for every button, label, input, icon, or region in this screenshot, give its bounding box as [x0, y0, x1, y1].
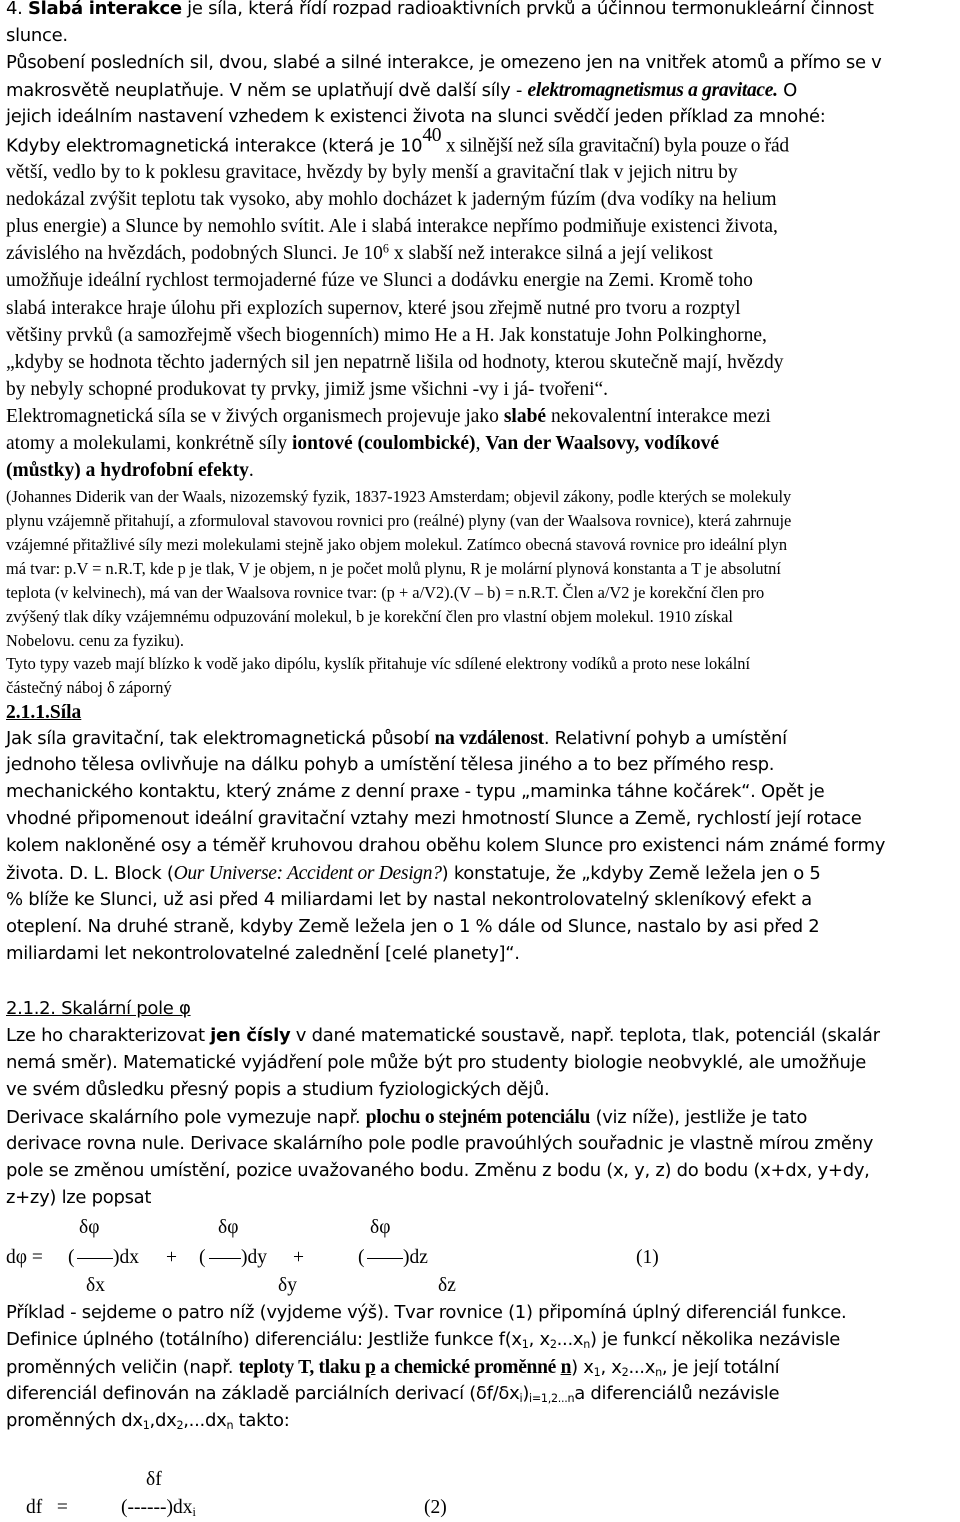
eq1-close-3: )dz	[403, 1247, 428, 1268]
paragraph-line: vhodné připomenout ideální gravitační vztahy mezi hmotností Slunce a Země, rychlostí její rotace	[6, 808, 862, 829]
paragraph-line: kolem nakloněné osy a téměř kruhovou drahou oběhu kolem Slunce pro existenci nám známé formy	[6, 835, 886, 856]
footnote-line: Nobelovu. cenu za fyziku).	[6, 631, 184, 650]
paragraph-line: pole se změnou umístění, pozice uvažovaného bodu. Změnu z bodu (x, y, z) do bodu (x+dx, y+dy,	[6, 1160, 870, 1181]
paragraph-line: Derivace skalárního pole vymezuje např. plochu o stejném potenciálu (viz níže), jestliže je tato	[6, 1107, 808, 1128]
eq2-rhs: $(------)dx_i$	[121, 1497, 196, 1520]
section-4-line-2: slunce.	[6, 25, 68, 46]
paragraph-line: plus energie) a Slunce by nemohlo svítit. Ale i slabá interakce nepřímo podmiňuje existenci života,	[6, 216, 778, 237]
paragraph-line: většiny prvků (a samozřejmě všech biogenních) mimo He a H. Jak konstatuje John Polkinghorne,	[6, 325, 767, 346]
eq1-fraction-bar-1	[77, 1258, 113, 1259]
paragraph-line: % blíže ke Slunci, už asi před 4 miliardami let by nastal nekontrolovatelný skleníkový efekt a	[6, 889, 812, 910]
paragraph-line: Kdyby elektromagnetická interakce (která je $10^{40}$ x silnější než síla gravitační) byla pouze o řád	[6, 125, 789, 157]
paragraph-line: proměnných $dx_1,dx_2,...dx_n$ takto:	[6, 1410, 290, 1432]
footnote-line: Tyto typy vazeb mají blízko k vodě jako dipólu, kyslík přitahuje víc sdílené elektrony vodíků a proto nese lokální	[6, 654, 751, 673]
footnote-line: teplota (v kelvinech), má van der Waalsova rovnice tvar: (p + a/V2).(V – b) = n.R.T. Člen a/V2 je korekční člen pro	[6, 583, 765, 602]
paragraph-line: Příklad - sejdeme o patro níž (vyjdeme výš). Tvar rovnice (1) připomíná úplný diferenciál funkce.	[6, 1302, 847, 1323]
eq1-open-3: (	[358, 1247, 365, 1268]
eq1-close-1: )dx	[113, 1247, 139, 1268]
eq1-open-1: (	[68, 1247, 75, 1268]
eq1-open-2: (	[199, 1247, 206, 1268]
eq2-label: (2)	[424, 1497, 447, 1518]
paragraph-line: jejich ideálním nastavení vzhedem k existenci života na slunci svědčí jeden příklad za mnohé:	[6, 106, 826, 127]
footnote-line: vzájemné přitažlivé síly mezi molekulami stejně jako objem molekul. Zatímco obecná stavová rovnice pro ideální plyn	[6, 535, 788, 554]
eq1-denominator-1: δx	[86, 1275, 105, 1296]
paragraph-line: ve svém důsledku přesný popis a studium fyziologických dějů.	[6, 1079, 550, 1100]
paragraph-line: (můstky) a hydrofobní efekty.	[6, 460, 254, 481]
eq1-fraction-bar-2	[209, 1258, 241, 1259]
eq2-numerator: δf	[146, 1469, 162, 1490]
paragraph-line: života. D. L. Block (Our Universe: Accident or Design?) konstatuje, že „kdyby Země ležela jen o 5	[6, 863, 821, 884]
eq1-label: (1)	[636, 1247, 659, 1268]
paragraph-line: proměnných veličin (např. teploty T, tlaku p a chemické proměnné n) $x_1$, $x_2...x_n$, je její totální	[6, 1357, 780, 1379]
paragraph-line: Definice úplného (totálního) diferenciálu: Jestliže funkce $f(x_1$, $x_2...x_n$) je funkcí několika nezávisle	[6, 1329, 840, 1351]
paragraph-line: „kdyby se hodnota těchto jaderných sil jen nepatrně lišila od hodnoty, kterou skutečně mají, hvězdy	[6, 352, 784, 373]
eq1-numerator-2: δφ	[218, 1217, 239, 1238]
footnote-line: částečný náboj δ záporný	[6, 678, 172, 697]
paragraph-line: Lze ho charakterizovat jen čísly v dané matematické soustavě, např. teplota, tlak, potenciál (skalár	[6, 1025, 880, 1046]
paragraph-line: umožňuje ideální rychlost termojaderné fúze ve Slunci a dodávku energie na Zemi. Kromě toho	[6, 270, 753, 291]
paragraph-line: makrosvětě neuplatňuje. V něm se uplatňují dvě další síly - elektromagnetismus a gravitace. O	[6, 80, 797, 101]
eq1-fraction-bar-3	[367, 1258, 403, 1259]
paragraph-line: oteplení. Na druhé straně, kdyby Země ležela jen o 1 % dále od Slunce, nastalo by asi před 2	[6, 916, 820, 937]
paragraph-line: by nebyly schopné produkovat ty prvky, jimiž jsme všichni -vy i já- tvořeni“.	[6, 379, 609, 400]
section-4-term: Slabá interakce	[28, 0, 182, 19]
section-heading: 2.1.1.Síla	[6, 702, 82, 723]
paragraph-line: slabá interakce hraje úlohu při explozích supernov, které jsou zřejmě nutné pro tvoru a rozptyl	[6, 298, 741, 319]
paragraph-line: jednoho tělesa ovlivňuje na dálku pohyb a umístění tělesa jiného a to bez přímého resp.	[6, 754, 775, 775]
paragraph-line: nedokázal zvýšit teplotu tak vysoko, aby mohlo docházet k jaderným fúzím (dva vodíky na helium	[6, 189, 777, 210]
footnote-line: plynu vzájemně přitahují, a zformuloval stavovou rovnici pro (reálné) plyny (van der Waalsova rovnice), která zahrnuje	[6, 511, 792, 530]
paragraph-line: diferenciál definován na základě parciálních derivací $(\delta f/\delta x_i)_{i=1,2...n}a$ diferenciálů nezávisle	[6, 1383, 780, 1405]
paragraph-line: atomy a molekulami, konkrétně síly iontové (coulombické), Van der Waalsovy, vodíkové	[6, 433, 720, 454]
eq1-plus-2: +	[293, 1247, 304, 1268]
eq1-close-2: )dy	[241, 1247, 267, 1268]
eq1-numerator-1: δφ	[79, 1217, 100, 1238]
eq1-numerator-3: δφ	[370, 1217, 391, 1238]
paragraph-line: Působení posledních sil, dvou, slabé a silné interakce, je omezeno jen na vnitřek atomů a přímo se v	[6, 52, 882, 73]
paragraph-line: Jak síla gravitační, tak elektromagnetická působí na vzdálenost. Relativní pohyb a umístění	[6, 728, 787, 749]
paragraph-line: mechanického kontaktu, který známe z denní praxe - typu „maminka táhne kočárek“. Opět je	[6, 781, 825, 802]
eq1-lhs: dφ =	[6, 1247, 43, 1268]
paragraph-line: miliardami let nekontrolovatelné zaledněnÍ [celé planety]“.	[6, 943, 520, 964]
eq1-denominator-2: δy	[278, 1275, 297, 1296]
paragraph-line: Elektromagnetická síla se v živých organismech projevuje jako slabé nekovalentní interakce mezi	[6, 406, 771, 427]
footnote-line: (Johannes Diderik van der Waals, nizozemský fyzik, 1837-1923 Amsterdam; objevil zákony, podle kterých se molekuly	[6, 487, 792, 506]
eq1-plus-1: +	[166, 1247, 177, 1268]
paragraph-line: závislého na hvězdách, podobných Slunci. Je $10^6$ x slabší než interakce silná a její velikost	[6, 241, 713, 264]
section-4-line-1: 4. Slabá interakce je síla, která řídí rozpad radioaktivních prvků a účinnou termonukleární činnost	[6, 0, 874, 19]
paragraph-line: větší, vedlo by to k poklesu gravitace, hvězdy by byly menší a gravitační tlak v jejich nitru by	[6, 162, 738, 183]
section-heading: 2.1.2. Skalární pole φ	[6, 998, 191, 1019]
footnote-line: zvýšený tlak díky vzájemnému odpuzování molekul, b je korekční člen pro vlastní objem molekul. 1910 získal	[6, 607, 733, 626]
footnote-line: má tvar: p.V = n.R.T, kde p je tlak, V je objem, n je počet molů plynu, R je molární plynová konstanta a T je absolutní	[6, 559, 781, 578]
paragraph-line: nemá směr). Matematické vyjádření pole může být pro studenty biologie neobvyklé, ale umožňuje	[6, 1052, 867, 1073]
eq1-denominator-3: δz	[438, 1275, 456, 1296]
paragraph-line: z+zy) lze popsat	[6, 1187, 152, 1208]
paragraph-line: derivace rovna nule. Derivace skalárního pole podle pravoúhlých souřadnic je vlastně mírou změny	[6, 1133, 874, 1154]
eq2-lhs: df =	[26, 1497, 68, 1518]
